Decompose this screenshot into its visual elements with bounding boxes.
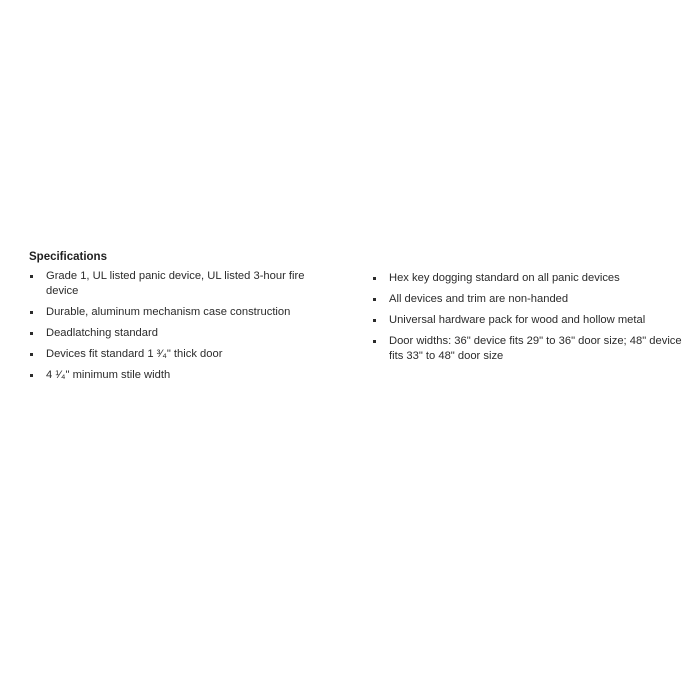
bullet-icon xyxy=(373,319,376,322)
bullet-icon xyxy=(30,332,33,335)
bullet-icon xyxy=(373,298,376,301)
list-item xyxy=(29,269,329,299)
list-item xyxy=(29,305,329,320)
list-item-text: 4 ¹⁄₄" minimum stile width xyxy=(46,369,171,381)
bullet-icon xyxy=(30,275,33,278)
specifications-title: Specifications xyxy=(29,251,107,263)
list-item xyxy=(372,334,682,364)
bullet-icon xyxy=(30,374,33,377)
bullet-icon xyxy=(30,353,33,356)
list-item-text: Devices fit standard 1 ³⁄₄" thick door xyxy=(46,348,223,360)
list-item-text: Grade 1, UL listed panic device, UL listed 3-hour fire device xyxy=(46,270,305,297)
list-item-text: All devices and trim are non-handed xyxy=(389,293,569,305)
list-item xyxy=(372,292,682,307)
bullet-icon xyxy=(30,311,33,314)
list-item-text: Hex key dogging standard on all panic devices xyxy=(389,272,620,284)
list-item-text: Deadlatching standard xyxy=(46,327,158,339)
specifications-section xyxy=(29,249,682,381)
bullet-icon xyxy=(373,277,376,280)
list-item xyxy=(29,347,329,362)
list-item xyxy=(29,368,329,383)
list-item-text: Durable, aluminum mechanism case construction xyxy=(46,306,291,318)
list-item xyxy=(29,326,329,341)
list-item-text: Universal hardware pack for wood and hollow metal xyxy=(389,314,646,326)
list-item xyxy=(372,313,682,328)
list-item xyxy=(372,271,682,286)
list-item-text: Door widths: 36" device fits 29" to 36" door size; 48" device fits 33" to 48" door size xyxy=(389,335,682,362)
specifications-list-right xyxy=(372,271,682,370)
specifications-list-left xyxy=(29,269,329,389)
bullet-icon xyxy=(373,340,376,343)
